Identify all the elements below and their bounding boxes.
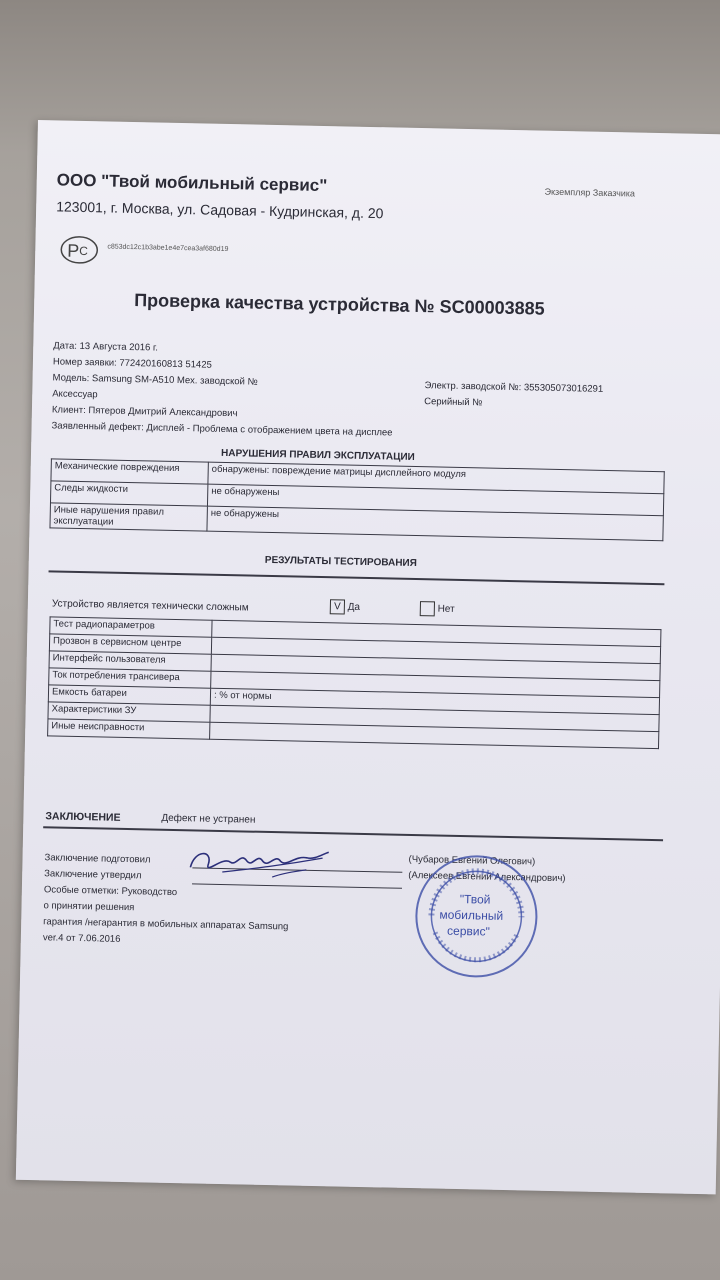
results-row-label: Характеристики ЗУ: [48, 702, 210, 722]
yes-label: Да: [347, 601, 361, 613]
conclusion-rule: [43, 826, 663, 840]
document-sheet: [16, 120, 720, 1194]
results-rule: [49, 570, 665, 584]
document-hash: c853dc12c1b3abe1e4e7cea3af680d19: [107, 243, 229, 254]
info-serial: Серийный №: [424, 396, 483, 409]
results-row-label: Прозвон в сервисном центре: [49, 634, 211, 654]
info-defect: Заявленный дефект: Дисплей - Проблема с отображением цвета на дисплее: [51, 420, 393, 439]
company-address: 123001, г. Москва, ул. Садовая - Кудринская, д. 20: [56, 198, 384, 222]
certification-logo-icon: [59, 234, 100, 265]
notes-line-1: Особые отметки: Руководство: [43, 884, 178, 899]
info-client: Клиент: Пятеров Дмитрий Александрович: [51, 404, 238, 420]
handwritten-signature: [182, 837, 333, 890]
violations-row-value: не обнаружены: [207, 506, 663, 541]
info-order-number: Номер заявки: 772420160813 51425: [52, 356, 212, 371]
violations-heading: НАРУШЕНИЯ ПРАВИЛ ЭКСПЛУАТАЦИИ: [220, 447, 415, 463]
conclusion-label: ЗАКЛЮЧЕНИЕ: [45, 810, 121, 824]
no-label: Нет: [437, 603, 455, 615]
stamp-line-1: "Твой: [459, 892, 491, 907]
approved-name: (Алексеев Евгений Александрович): [408, 869, 566, 885]
stamp-line-3: сервис": [446, 923, 490, 939]
document-title: Проверка качества устройства № SC00003885: [134, 290, 545, 319]
prepared-name: (Чубаров Евгений Олегович): [408, 853, 536, 868]
results-row-label: Ток потребления трансивера: [49, 668, 211, 688]
results-table: [47, 616, 661, 749]
violations-row-label: Следы жидкости: [50, 481, 207, 506]
results-row-label: Интерфейс пользователя: [49, 651, 211, 671]
notes-line-3: гарантия /негарантия в мобильных аппаратах Samsung: [43, 916, 289, 933]
violations-row-label: Иные нарушения правил эксплуатации: [50, 503, 207, 531]
results-row-label: Иные неисправности: [48, 719, 210, 739]
info-imei: Электр. заводской №: 355305073016291: [424, 380, 604, 395]
results-row-label: Тест радиопараметров: [50, 617, 212, 637]
violations-row-value: обнаружены: повреждение матрицы дисплейного модуля: [208, 462, 664, 494]
svg-text:Р: Р: [67, 240, 80, 261]
conclusion-text: Дефект не устранен: [161, 812, 256, 826]
results-heading: РЕЗУЛЬТАТЫ ТЕСТИРОВАНИЯ: [264, 554, 417, 570]
info-date: Дата: 13 Августа 2016 г.: [53, 340, 159, 354]
yes-checkbox[interactable]: V: [330, 599, 345, 614]
document-body: [42, 170, 687, 945]
prepared-label: Заключение подготовил: [44, 852, 151, 866]
info-model: Модель: Samsung SM-A510 Мех. заводской №: [52, 372, 258, 388]
violations-table: [49, 458, 664, 541]
violations-row-value: не обнаружены: [207, 484, 663, 516]
info-accessory: Аксессуар: [52, 388, 98, 401]
notes-line-2: о принятии решения: [43, 900, 135, 914]
approved-label: Заключение утвердил: [44, 868, 142, 882]
complex-device-label: Устройство является технически сложным: [51, 598, 249, 614]
svg-text:С: С: [79, 243, 89, 259]
complex-no: [420, 601, 455, 617]
company-stamp-icon: [410, 850, 543, 983]
stamp-line-2: мобильный: [439, 907, 504, 923]
results-row-label: Емкость батареи: [48, 685, 210, 705]
copy-label: Экземпляр Заказчика: [544, 186, 636, 199]
version-note: ver.4 от 7.06.2016: [42, 932, 121, 945]
company-name: ООО "Твой мобильный сервис": [56, 170, 328, 196]
complex-yes: [330, 599, 360, 615]
results-row-value: : % от нормы: [210, 688, 659, 714]
violations-row-label: Механические повреждения: [51, 459, 208, 484]
no-checkbox[interactable]: [420, 601, 435, 616]
